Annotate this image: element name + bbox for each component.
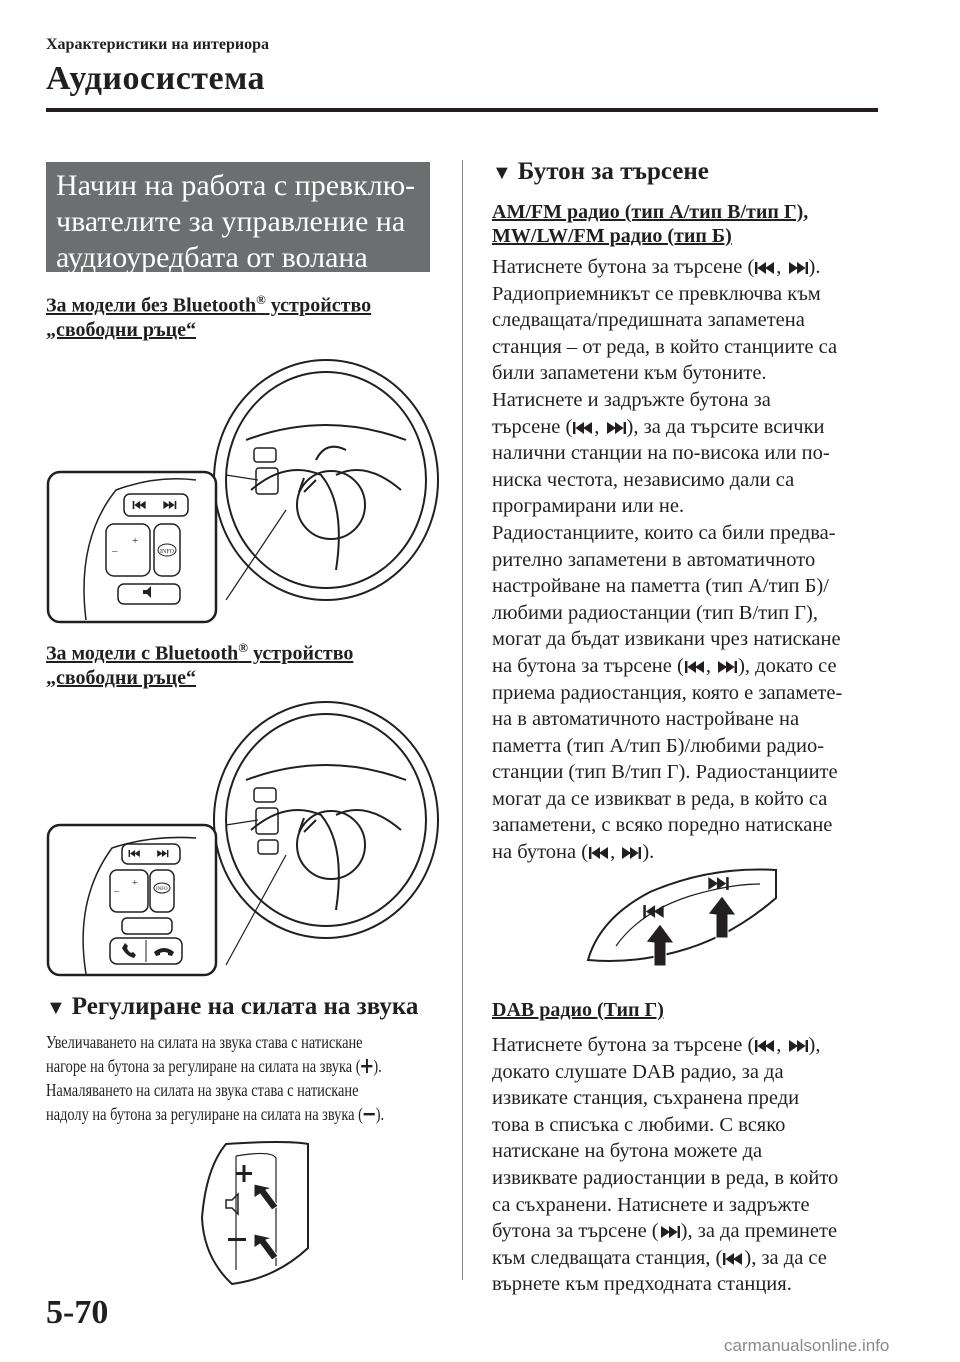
subheading-text: „свободни ръце“ — [46, 318, 197, 341]
steering-wheel-figure-2 — [46, 690, 446, 980]
text-line: паметта (тип A/тип Б)/любими радио- — [492, 734, 825, 757]
arrow-icon — [708, 896, 736, 938]
text-line: могат да се извикват в реда, в който са — [492, 787, 828, 810]
heading-text: Регулиране на силата на звука — [71, 993, 419, 1020]
wheel-switch — [256, 808, 278, 834]
text-line: Намаляването на силата на звука става с натискане — [46, 1080, 359, 1100]
text-line — [46, 1054, 384, 1078]
text-line — [46, 1102, 384, 1126]
seek-back-icon — [722, 1252, 744, 1266]
text-line: настройване на паметта (тип A/тип Б)/ — [492, 575, 829, 598]
text-line: любими радиостанции (тип B/тип Г), — [492, 601, 818, 624]
text-segment: , — [776, 256, 787, 278]
registered-mark: ® — [256, 292, 266, 307]
text-segment: , — [594, 415, 605, 438]
wheel-switch — [258, 840, 278, 854]
plus-icon — [243, 1165, 246, 1182]
banner-line: чвателите за управление на — [56, 205, 406, 238]
arrow-icon — [254, 1184, 278, 1210]
text-segment: ), — [808, 1034, 821, 1056]
text-line — [492, 1218, 838, 1245]
triangle-down-icon: ▼ — [492, 162, 512, 184]
text-line: натискане на бутона можете да — [492, 1140, 763, 1163]
page-title: Аудиосистема — [46, 60, 265, 97]
text-segment: ), докато се — [738, 654, 837, 677]
heading-text: Бутон за търсене — [517, 158, 709, 185]
text-line: извикате станция, съхранена преди — [492, 1087, 800, 1110]
text-line — [492, 1245, 838, 1272]
seek-back-icon — [572, 421, 594, 435]
arrow-icon — [254, 1234, 278, 1260]
subheading-text: „свободни ръце“ — [46, 666, 197, 689]
banner-line: Начин на работа с превклю- — [56, 169, 416, 202]
seek-forward-icon — [716, 660, 738, 674]
seek-heading — [492, 158, 709, 186]
seek-back-icon — [754, 1039, 776, 1053]
text-line: Увеличаването на силата на звука става с натискане — [46, 1032, 363, 1052]
text-segment: , — [776, 1034, 787, 1056]
page-number: 5-70 — [46, 1294, 109, 1331]
text-line: на в автоматичното настройване на — [492, 708, 800, 731]
minus-icon — [363, 1106, 376, 1122]
text-line: програмирани или не. — [492, 495, 685, 518]
registered-mark: ® — [238, 640, 249, 655]
text-line: са съхранени. Натиснете и задръжте — [492, 1193, 810, 1216]
text-segment: Натиснете бутона за търсене ( — [492, 256, 755, 278]
text-segment: ). — [375, 1104, 385, 1124]
seek-forward-icon — [787, 1039, 809, 1053]
text-line: станция – от реда, в който станциите са — [492, 335, 838, 358]
seek-forward-icon — [659, 1225, 681, 1239]
column-divider — [462, 160, 463, 1280]
text-line: докато слушате DAB радио, за да — [492, 1060, 784, 1083]
steering-wheel-figure-1 — [46, 340, 446, 630]
header-section: Характеристики на интериора — [46, 36, 269, 53]
watermark: carmanualsonline.info — [724, 1336, 890, 1355]
text-segment: търсене ( — [492, 415, 573, 438]
text-segment: ). — [808, 256, 821, 278]
info-label: INFO — [156, 887, 168, 892]
text-segment: Натиснете бутона за търсене ( — [492, 1034, 755, 1056]
text-line: върнете към предходната станция. — [492, 1273, 792, 1296]
wheel-switch — [254, 788, 276, 802]
subheading-with-bluetooth — [46, 636, 353, 690]
text-line: извиквате радиостанции в реда, в който — [492, 1166, 839, 1189]
text-line: Радиоприемникът се превключва към — [492, 282, 821, 305]
text-segment: на бутона за търсене ( — [492, 654, 684, 677]
text-segment: , — [705, 654, 717, 677]
seek-forward-icon — [787, 261, 809, 275]
seek-switch-figure — [580, 848, 790, 978]
wheel-switch — [254, 448, 276, 462]
text-segment: ), за да се — [744, 1246, 827, 1269]
text-line: били запаметени към бутоните. — [492, 362, 767, 385]
text-segment: ). — [642, 841, 655, 864]
subheading-text: устройство — [248, 642, 354, 665]
text-segment: ), за да преминете — [680, 1220, 838, 1243]
seek-forward-icon — [708, 877, 728, 890]
header-rule — [46, 108, 878, 112]
subheading-am-fm — [492, 200, 808, 248]
banner-line: аудиоуредбата от волана — [56, 241, 368, 274]
minus-icon — [228, 1238, 246, 1241]
text-line: могат да бъдат извикани чрез натискане — [492, 628, 841, 651]
text-line — [492, 653, 842, 680]
subheading-text: За модели без Bluetooth — [46, 294, 257, 317]
text-line — [492, 1032, 838, 1059]
info-label: INFO — [160, 549, 175, 555]
section-banner — [46, 162, 430, 272]
text-line: запаметени, с всяко поредно натискане — [492, 814, 833, 837]
arrow-icon — [646, 924, 674, 966]
text-segment: нагоре на бутона за регулиране на силата на звука ( — [46, 1056, 361, 1076]
seek-forward-icon — [605, 421, 627, 435]
text-line: това в списъка с любими. С всяко — [492, 1113, 786, 1136]
seek-back-icon — [754, 261, 776, 275]
subheading-dab: DAB радио (Тип Г) — [492, 999, 664, 1021]
plus-icon: + — [132, 878, 138, 889]
volume-heading — [46, 993, 418, 1021]
seek-back-icon — [684, 660, 706, 674]
text-line: приема радиостанция, която е запамете- — [492, 681, 843, 704]
text-segment: ). — [373, 1056, 382, 1076]
text-segment: бутона за търсене ( — [492, 1220, 659, 1243]
text-segment: към следващата станция, ( — [492, 1246, 723, 1269]
subheading-no-bluetooth — [46, 288, 371, 342]
subheading-text: устройство — [265, 294, 372, 317]
text-line: рително запаметени в автоматичното — [492, 548, 816, 571]
subheading-text: За модели с Bluetooth — [46, 642, 239, 665]
seek-am-text — [492, 254, 842, 866]
minus-icon: – — [112, 545, 118, 557]
subheading-text: AM/FM радио (тип A/тип B/тип Г), — [492, 201, 809, 223]
text-line: станции (тип B/тип Г). Радиостанциите — [492, 761, 838, 784]
plus-icon: + — [132, 535, 139, 547]
text-line — [492, 254, 842, 281]
volume-text — [46, 1030, 384, 1126]
text-segment: на бутона ( — [492, 841, 589, 864]
text-line: Радиостанциите, които са били предва- — [492, 521, 836, 544]
minus-icon: – — [114, 886, 119, 897]
seek-dab-text — [492, 1032, 838, 1298]
text-line: следващата/предишната запаметена — [492, 309, 805, 332]
subheading-text: MW/LW/FM радио (тип Б) — [492, 225, 732, 247]
text-line: налични станции на по-висока или по- — [492, 442, 830, 465]
text-segment: , — [610, 841, 621, 864]
volume-switch-figure — [196, 1138, 316, 1288]
wheel-switch — [256, 468, 278, 494]
text-segment: надолу на бутона за регулиране на силата на звука ( — [46, 1104, 363, 1124]
text-line: Натиснете и задръжте бутона за — [492, 388, 771, 411]
triangle-down-icon: ▼ — [46, 997, 66, 1019]
text-line: ниска честота, независимо дали са — [492, 468, 795, 491]
text-line — [492, 414, 842, 441]
plus-icon — [361, 1058, 374, 1074]
text-segment: ), за да търсите всички — [626, 415, 825, 438]
